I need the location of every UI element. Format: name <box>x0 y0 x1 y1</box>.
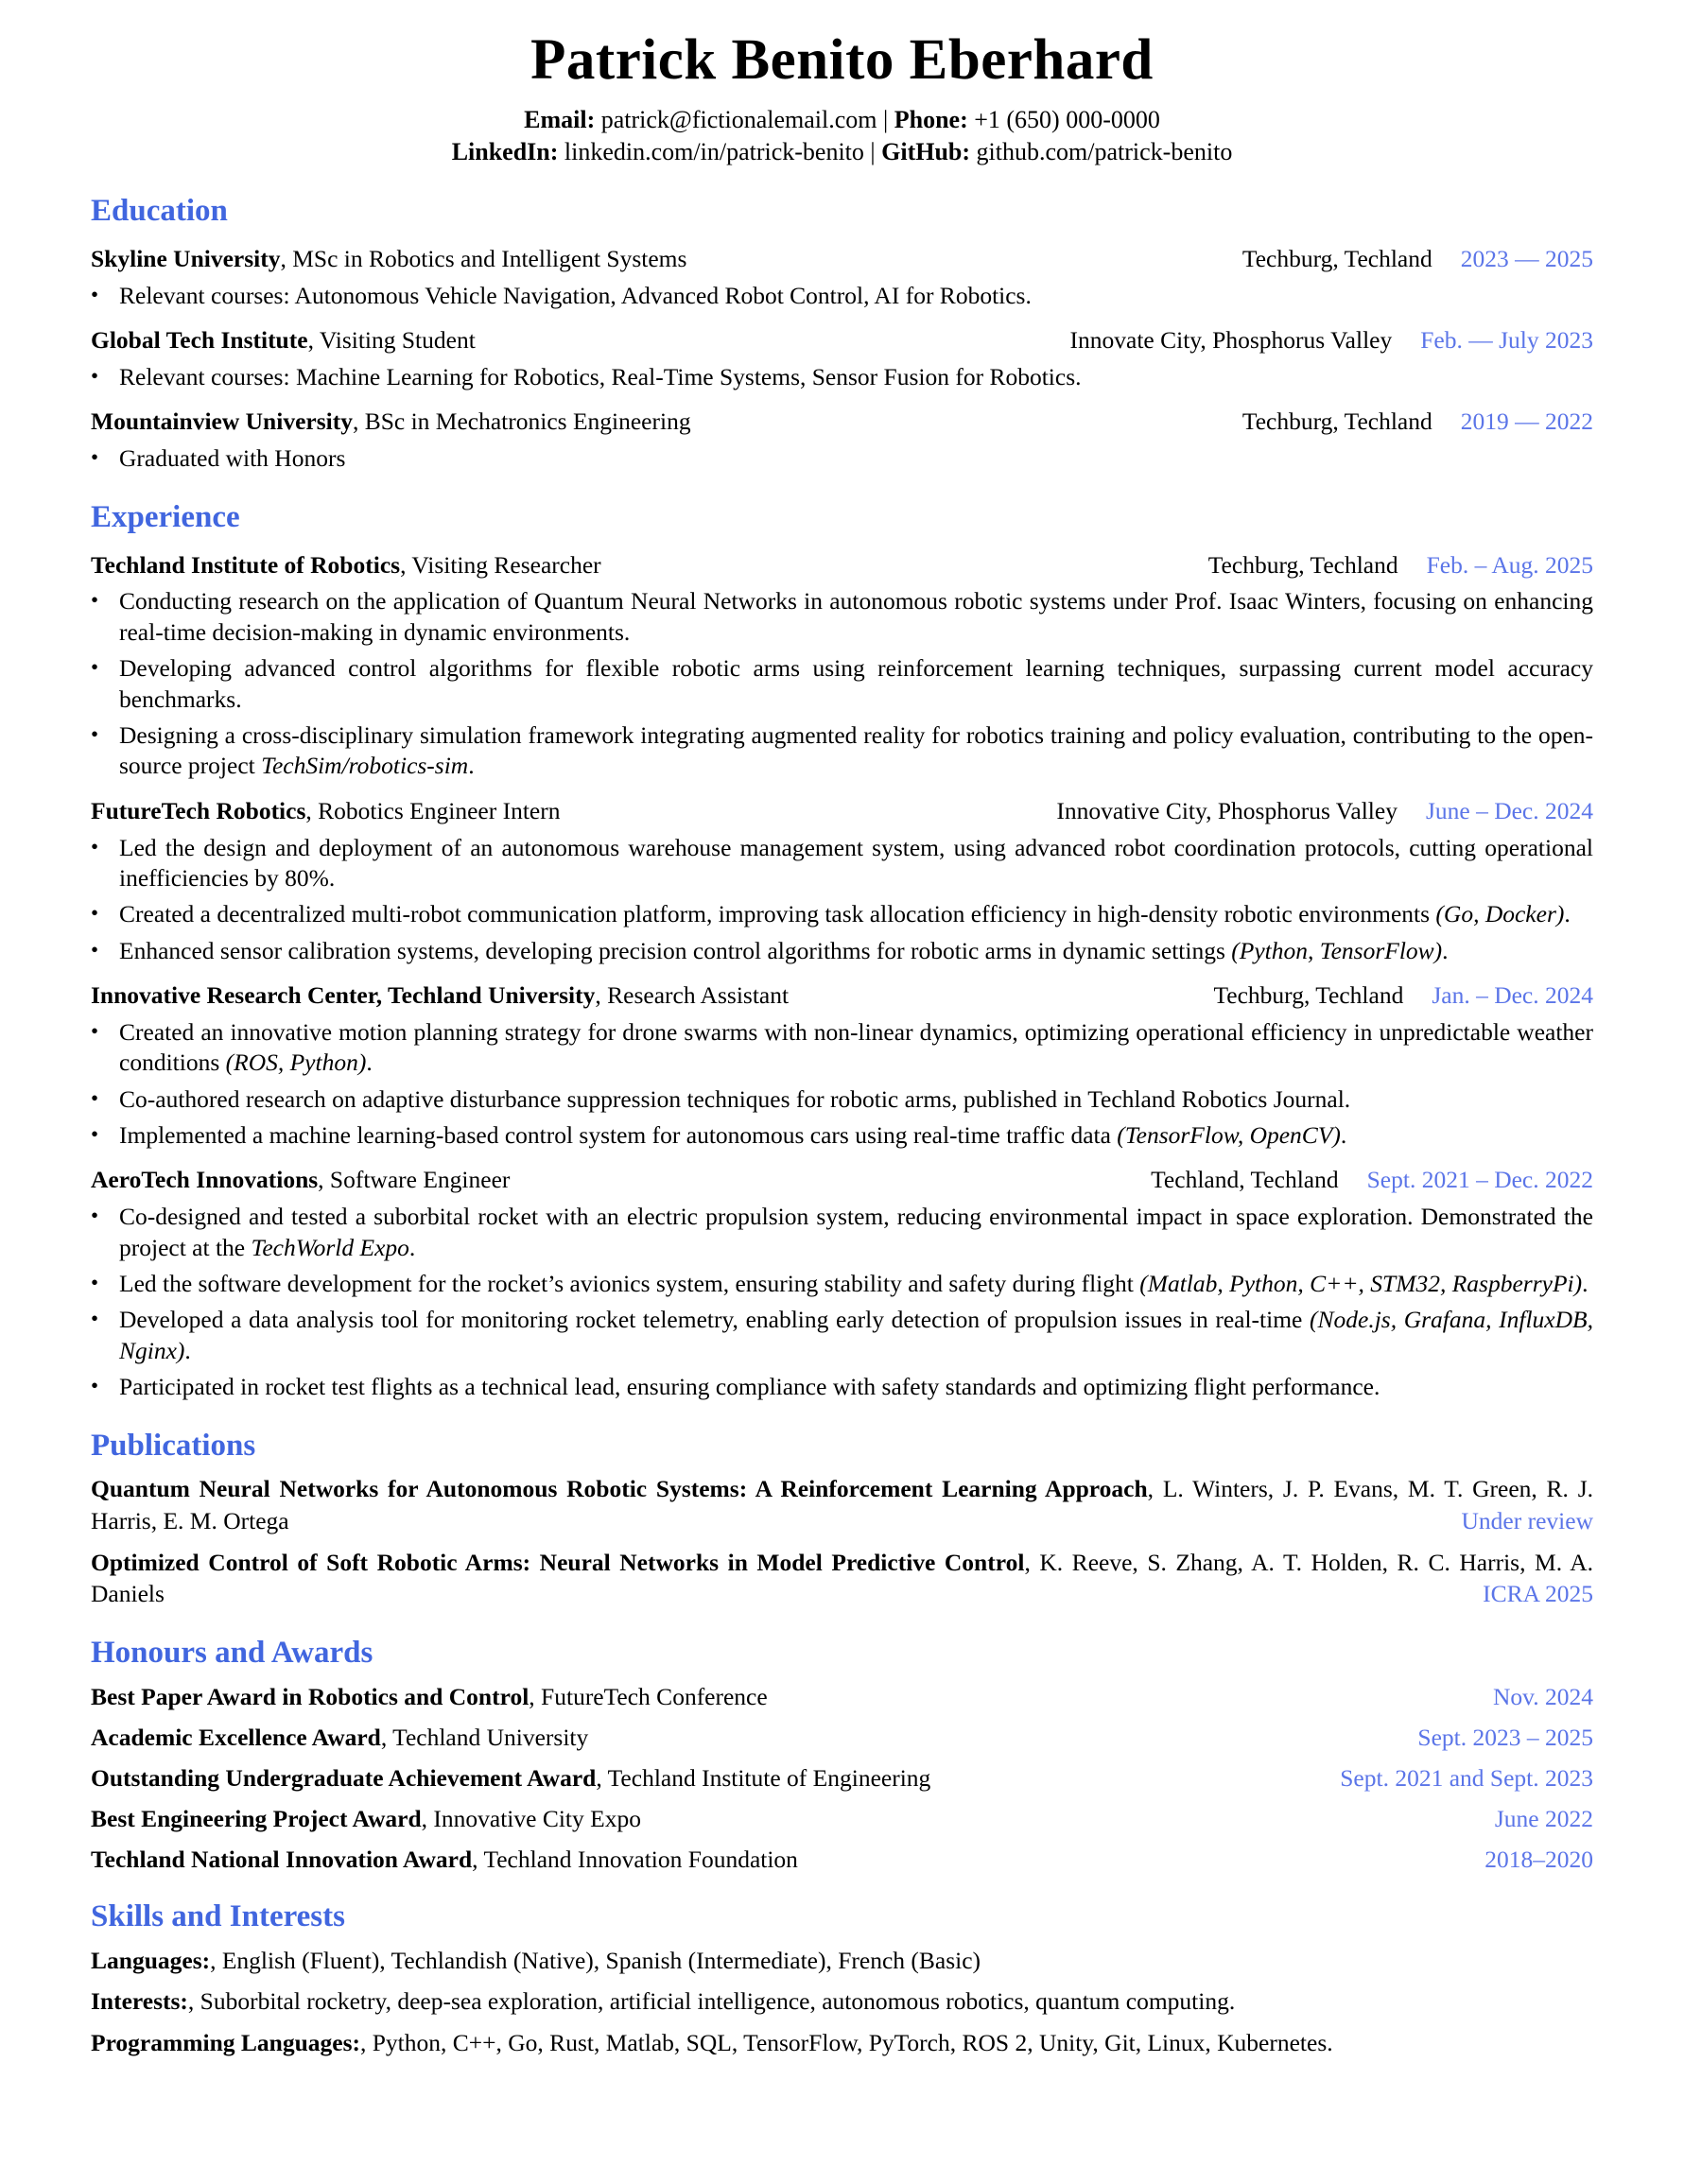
bullet-item <box>91 1084 1593 1115</box>
email-value[interactable]: patrick@fictionalemail.com <box>600 106 877 134</box>
bullet-text: Enhanced sensor calibration systems, developing precision control algorithms for robotic arms in dynamic settings (Python, TensorFlow). <box>119 936 1449 964</box>
bullet-text: Relevant courses: Machine Learning for Robotics, Real-Time Systems, Sensor Fusion for Robotics. <box>119 362 1082 390</box>
publication-status: ICRA 2025 <box>1469 1578 1593 1610</box>
phone-label: Phone: <box>894 106 968 134</box>
entry-date: Jan. – Dec. 2024 <box>1432 981 1593 1010</box>
entry-location: Techburg, Techland <box>1213 981 1404 1010</box>
entry-title: Global Tech Institute, Visiting Student <box>91 326 476 355</box>
bullet-icon: • <box>91 1122 99 1147</box>
person-name: Patrick Benito Eberhard <box>530 28 1154 92</box>
education-entry <box>91 244 1593 311</box>
bullet-icon: • <box>91 1085 99 1110</box>
bullet-item <box>91 586 1593 648</box>
award-date: Sept. 2021 and Sept. 2023 <box>1340 1763 1593 1792</box>
bullet-text: Created a decentralized multi-robot communication platform, improving task allocation efficiency in high-density robotic environments (Go, Docker). <box>119 900 1571 928</box>
entry-meta <box>1070 325 1593 355</box>
bullet-text: Developed a data analysis tool for monitoring rocket telemetry, enabling early detection of propulsion issues in real-time (Node.js, Grafana, InfluxDB, Nginx). <box>119 1306 1593 1364</box>
entry-meta <box>1056 796 1593 826</box>
contact-line-1 <box>91 104 1593 136</box>
bullet-item <box>91 833 1593 894</box>
entry-header <box>91 407 1593 437</box>
bullet-text: Co-designed and tested a suborbital rocket with an electric propulsion system, reducing environmental impact in space exploration. Demonstrated the project at the TechWorld Expo. <box>119 1203 1593 1261</box>
skill-text: , Suborbital rocketry, deep-sea exploration, artificial intelligence, autonomous robotics, quantum computing. <box>187 1987 1236 2016</box>
bullet-item <box>91 720 1593 782</box>
entry-date: Sept. 2021 – Dec. 2022 <box>1366 1166 1593 1194</box>
bullet-item <box>91 936 1593 966</box>
bullet-text: Co-authored research on adaptive disturbance suppression techniques for robotic arms, published in Techland Robotics Journal. <box>119 1084 1351 1113</box>
entry-date: 2023 — 2025 <box>1460 244 1593 272</box>
bullet-item <box>91 653 1593 715</box>
award-item <box>91 1845 1593 1875</box>
entry-title: FutureTech Robotics, Robotics Engineer Intern <box>91 796 561 824</box>
award-text: Best Engineering Project Award, Innovative City Expo <box>91 1804 641 1832</box>
education-entry <box>91 325 1593 392</box>
entry-title: Techland Institute of Robotics, Visiting Researcher <box>91 550 601 579</box>
bullet-icon: • <box>91 1307 99 1331</box>
entry-title: Mountainview University, BSc in Mechatronics Engineering <box>91 407 691 436</box>
skill-text: , Python, C++, Go, Rust, Matlab, SQL, TensorFlow, PyTorch, ROS 2, Unity, Git, Linux, Kubernetes. <box>359 2028 1333 2056</box>
award-date: 2018–2020 <box>1484 1845 1593 1873</box>
bullet-item <box>91 1017 1593 1079</box>
publication-status: Under review <box>1449 1505 1593 1537</box>
skill-item <box>91 2027 1593 2058</box>
separator: | <box>883 106 889 134</box>
bullet-icon: • <box>91 1374 99 1398</box>
linkedin-value[interactable]: linkedin.com/in/patrick-benito <box>564 138 864 166</box>
skill-item <box>91 1945 1593 1976</box>
bullet-text: Participated in rocket test flights as a technical lead, ensuring compliance with safety standards and optimizing flight performance. <box>119 1373 1380 1401</box>
bullet-item <box>91 362 1593 392</box>
bullet-text: Relevant courses: Autonomous Vehicle Navigation, Advanced Robot Control, AI for Robotics. <box>119 281 1032 309</box>
entry-date: Feb. — July 2023 <box>1420 326 1593 355</box>
award-item <box>91 1682 1593 1712</box>
bullet-icon: • <box>91 282 99 306</box>
entry-date: Feb. – Aug. 2025 <box>1426 550 1593 579</box>
bullet-icon: • <box>91 834 99 858</box>
education-entry <box>91 407 1593 474</box>
bullet-text: Graduated with Honors <box>119 444 346 473</box>
bullet-icon: • <box>91 363 99 388</box>
github-value[interactable]: github.com/patrick-benito <box>976 138 1233 166</box>
bullet-item <box>91 899 1593 929</box>
entry-location: Techburg, Techland <box>1241 244 1432 272</box>
bullet-text: Led the design and deployment of an autonomous warehouse management system, using advanced robot coordination protocols, cutting operational inefficiencies by 80%. <box>119 833 1593 892</box>
experience-entry <box>91 550 1593 782</box>
skill-label: Interests: <box>91 1987 188 2016</box>
entry-title: AeroTech Innovations, Software Engineer <box>91 1166 511 1194</box>
publication-authors: , K. Reeve, S. Zhang, A. T. Holden, R. C. Harris, M. A. Daniels <box>91 1548 1593 1608</box>
entry-meta <box>1242 407 1593 437</box>
bullet-item <box>91 1202 1593 1263</box>
award-item <box>91 1723 1593 1753</box>
award-text: Academic Excellence Award, Techland University <box>91 1723 589 1751</box>
bullet-text: Designing a cross-disciplinary simulation framework integrating augmented reality for robotics training and policy evaluation, contributing to the open-source project TechSim/robotics-sim. <box>119 720 1593 780</box>
publication-item <box>91 1547 1593 1610</box>
entry-meta <box>1242 244 1593 274</box>
entry-date: June – Dec. 2024 <box>1425 796 1593 824</box>
entry-location: Innovate City, Phosphorus Valley <box>1069 326 1393 355</box>
entry-date: 2019 — 2022 <box>1460 407 1593 436</box>
award-item <box>91 1804 1593 1834</box>
award-text: Techland National Innovation Award, Techland Innovation Foundation <box>91 1845 798 1873</box>
section-title-publications: Publications <box>91 1428 256 1463</box>
bullet-icon: • <box>91 1018 99 1043</box>
bullet-icon: • <box>91 901 99 926</box>
section-title-skills: Skills and Interests <box>91 1899 345 1934</box>
entry-meta <box>1213 980 1593 1011</box>
publication-title: Quantum Neural Networks for Autonomous Robotic Systems: A Reinforcement Learning Approach <box>91 1475 1148 1503</box>
bullet-text: Implemented a machine learning-based control system for autonomous cars using real-time traffic data (TensorFlow, OpenCV). <box>119 1121 1347 1150</box>
skill-label: Languages: <box>91 1947 211 1975</box>
entry-title: Innovative Research Center, Techland University, Research Assistant <box>91 981 790 1010</box>
bullet-icon: • <box>91 445 99 470</box>
contact-line-2 <box>91 136 1593 168</box>
entry-header <box>91 980 1593 1011</box>
phone-value: +1 (650) 000-0000 <box>974 106 1160 134</box>
bullet-icon: • <box>91 655 99 680</box>
section-title-awards: Honours and Awards <box>91 1636 373 1671</box>
bullet-text: Led the software development for the rocket’s avionics system, ensuring stability and safety during flight (Matlab, Python, C++, STM32, RaspberryPi). <box>119 1270 1589 1298</box>
bullet-icon: • <box>91 1204 99 1228</box>
award-text: Outstanding Undergraduate Achievement Award, Techland Institute of Engineering <box>91 1763 931 1792</box>
bullet-text: Created an innovative motion planning strategy for drone swarms with non-linear dynamics, optimizing operational efficiency in unpredictable weather conditions (ROS, Python). <box>119 1017 1593 1077</box>
bullet-item <box>91 1269 1593 1299</box>
bullet-icon: • <box>91 937 99 962</box>
experience-entry <box>91 1165 1593 1402</box>
bullet-text: Conducting research on the application of Quantum Neural Networks in autonomous robotic systems under Prof. Isaac Winters, focusing on enhancing real-time decision-making in dynamic environments. <box>119 587 1593 646</box>
bullet-item <box>91 1372 1593 1402</box>
award-date: Nov. 2024 <box>1492 1683 1593 1711</box>
bullet-icon: • <box>91 721 99 746</box>
skill-item <box>91 1985 1593 2017</box>
entry-location: Techburg, Techland <box>1207 550 1398 579</box>
bullet-item <box>91 1305 1593 1366</box>
entry-meta <box>1151 1165 1593 1195</box>
entry-title: Skyline University, MSc in Robotics and Intelligent Systems <box>91 244 687 272</box>
entry-location: Techburg, Techland <box>1241 407 1432 436</box>
section-title-experience: Experience <box>91 499 240 534</box>
experience-entry <box>91 980 1593 1151</box>
linkedin-label: LinkedIn: <box>451 138 559 166</box>
award-date: June 2022 <box>1494 1804 1593 1832</box>
bullet-icon: • <box>91 588 99 613</box>
entry-location: Innovative City, Phosphorus Valley <box>1056 796 1398 824</box>
publication-title: Optimized Control of Soft Robotic Arms: Neural Networks in Model Predictive Control <box>91 1548 1025 1576</box>
entry-header <box>91 325 1593 355</box>
separator: | <box>870 138 876 166</box>
github-label: GitHub: <box>881 138 971 166</box>
entry-meta <box>1208 550 1593 581</box>
experience-entry <box>91 796 1593 966</box>
publication-authors: , L. Winters, J. P. Evans, M. T. Green, R. J. Harris, E. M. Ortega <box>91 1475 1593 1535</box>
skill-text: , English (Fluent), Techlandish (Native), Spanish (Intermediate), French (Basic) <box>210 1947 981 1975</box>
bullet-text: Developing advanced control algorithms for flexible robotic arms using reinforcement learning techniques, surpassing current model accuracy benchmarks. <box>119 654 1593 713</box>
award-text: Best Paper Award in Robotics and Control, FutureTech Conference <box>91 1683 768 1711</box>
bullet-item <box>91 281 1593 311</box>
entry-header <box>91 550 1593 581</box>
bullet-item <box>91 443 1593 474</box>
email-label: Email: <box>524 106 596 134</box>
entry-header <box>91 244 1593 274</box>
bullet-item <box>91 1120 1593 1151</box>
award-item <box>91 1763 1593 1794</box>
section-title-education: Education <box>91 193 228 228</box>
entry-location: Techland, Techland <box>1151 1166 1339 1194</box>
entry-header <box>91 1165 1593 1195</box>
publication-item <box>91 1473 1593 1536</box>
entry-header <box>91 796 1593 826</box>
award-date: Sept. 2023 – 2025 <box>1417 1723 1593 1751</box>
skill-label: Programming Languages: <box>91 2028 360 2056</box>
bullet-icon: • <box>91 1271 99 1295</box>
